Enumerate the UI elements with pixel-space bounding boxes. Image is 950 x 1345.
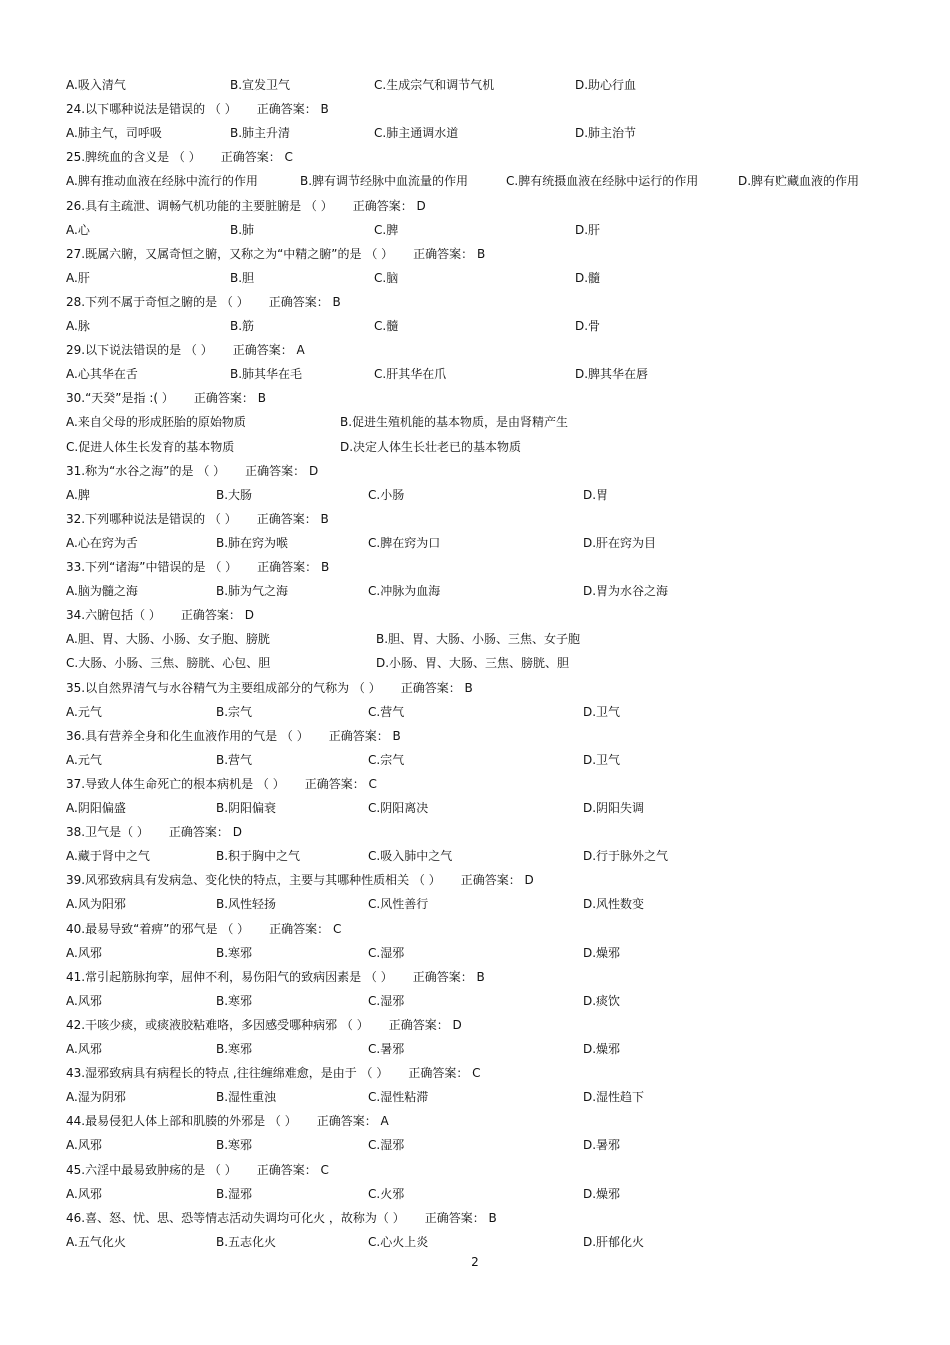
- option-b: B.风性轻扬: [216, 897, 277, 912]
- option-a: A.胆、胃、大肠、小肠、女子胞、膀胱: [66, 632, 270, 647]
- option-c: C.湿性粘滞: [368, 1090, 429, 1105]
- option-a: A.脾有推动血液在经脉中流行的作用: [66, 174, 258, 189]
- option-a: A.风邪: [66, 1042, 102, 1056]
- option-b: B.筋: [230, 319, 255, 333]
- option-b: B.五志化火: [216, 1234, 277, 1249]
- option-d: D.肝郁化火: [583, 1234, 645, 1249]
- option-a: A.风邪: [66, 1186, 102, 1201]
- option-b: D.决定人体生长壮老已的基本物质: [340, 439, 522, 454]
- page-number: 2: [471, 1255, 479, 1269]
- option-b: B.脾有调节经脉中血流量的作用: [300, 174, 469, 189]
- option-d: D.行于脉外之气: [583, 849, 669, 864]
- correct-answer: 正确答案： D: [180, 608, 254, 623]
- option-b: B.湿性重浊: [216, 1090, 277, 1105]
- correct-answer: 正确答案： B: [412, 969, 485, 984]
- option-d: D.助心行血: [575, 78, 637, 92]
- option-d: D.脾其华在唇: [575, 367, 649, 382]
- question-text: 36.具有营养全身和化生血液作用的气是 （ ）: [66, 728, 309, 743]
- option-b: B.寒邪: [216, 1042, 253, 1056]
- option-b: B.肺在窍为喉: [216, 535, 289, 550]
- option-c: C.暑邪: [368, 1042, 405, 1056]
- option-a: A.元气: [66, 704, 102, 719]
- option-a: C.促进人体生长发育的基本物质: [66, 439, 235, 454]
- correct-answer: 正确答案： D: [168, 825, 242, 840]
- option-b: B.积于胸中之气: [216, 849, 301, 864]
- option-a: A.五气化火: [66, 1234, 126, 1249]
- option-d: D.风性数变: [583, 897, 645, 912]
- option-b: B.大肠: [216, 487, 253, 502]
- option-d: D.阴阳失调: [583, 801, 645, 815]
- option-b: B.寒邪: [216, 945, 253, 960]
- correct-answer: 正确答案： B: [328, 728, 401, 743]
- correct-answer: 正确答案： D: [460, 873, 534, 888]
- question-text: 35.以自然界清气与水谷精气为主要组成部分的气称为 （ ）: [66, 680, 381, 695]
- question-text: 31.称为“水谷之海”的是 （ ）: [66, 463, 226, 478]
- correct-answer: 正确答案： C: [408, 1066, 481, 1081]
- option-a: A.藏于肾中之气: [66, 849, 150, 864]
- question-text: 30.“天癸”是指 :( ）: [66, 391, 174, 406]
- option-b: B.肺主升清: [230, 126, 291, 141]
- option-c: C.脾在窍为口: [368, 535, 441, 550]
- option-c: C.脾: [374, 222, 399, 237]
- option-c: C.火邪: [368, 1186, 405, 1201]
- option-d: D.肺主治节: [575, 126, 637, 141]
- option-b: B.寒邪: [216, 993, 253, 1008]
- correct-answer: 正确答案： B: [424, 1210, 497, 1225]
- correct-answer: 正确答案： D: [245, 463, 319, 478]
- option-d: D.骨: [575, 319, 601, 333]
- correct-answer: 正确答案： D: [388, 1017, 462, 1032]
- option-d: D.湿性趋下: [583, 1090, 645, 1105]
- option-c: C.小肠: [368, 487, 405, 502]
- option-b: B.胆、胃、大肠、小肠、三焦、女子胞: [376, 632, 581, 647]
- option-b: B.宣发卫气: [230, 78, 291, 92]
- question-text: 41.常引起筋脉拘挛，屈伸不利，易伤阳气的致病因素是 （ ）: [66, 969, 393, 984]
- option-b: B.胆: [230, 270, 255, 285]
- option-b: B.宗气: [216, 704, 253, 719]
- option-b: B.肺: [230, 222, 255, 237]
- option-b: D.小肠、胃、大肠、三焦、膀胱、胆: [376, 656, 570, 671]
- question-text: 45.六淫中最易致肿疡的是 （ ）: [66, 1162, 237, 1177]
- option-c: C.生成宗气和调节气机: [374, 78, 495, 92]
- correct-answer: 正确答案： B: [257, 560, 330, 574]
- option-d: D.痰饮: [583, 993, 621, 1008]
- option-a: A.心在窍为舌: [66, 535, 138, 550]
- option-a: A.来自父母的形成胚胎的原始物质: [66, 415, 246, 430]
- option-a: A.心其华在舌: [66, 367, 138, 382]
- question-text: 26.具有主疏泄、调畅气机功能的主要脏腑是 （ ）: [66, 198, 333, 213]
- option-a: A.肺主气，司呼吸: [66, 126, 162, 141]
- option-a: A.阴阳偏盛: [66, 801, 126, 815]
- option-c: C.肝其华在爪: [374, 367, 447, 382]
- option-a: A.脾: [66, 487, 90, 502]
- option-b: B.肺其华在毛: [230, 367, 303, 382]
- correct-answer: 正确答案： B: [400, 680, 473, 695]
- question-text: 28.下列不属于奇恒之腑的是 （ ）: [66, 294, 249, 309]
- question-text: 37.导致人体生命死亡的根本病机是 （ ）: [66, 776, 285, 791]
- option-d: D.胃为水谷之海: [583, 584, 669, 599]
- option-a: A.元气: [66, 752, 102, 767]
- question-text: 46.喜、怒、忧、思、恐等情志活动失调均可化火 ，故称为（ ）: [66, 1210, 405, 1225]
- correct-answer: 正确答案： C: [220, 150, 293, 165]
- option-a: A.肝: [66, 270, 90, 285]
- correct-answer: 正确答案： A: [232, 343, 305, 358]
- question-text: 34.六腑包括（ ）: [66, 608, 161, 623]
- correct-answer: 正确答案： D: [352, 198, 426, 213]
- correct-answer: 正确答案： B: [268, 294, 341, 309]
- option-d: D.胃: [583, 487, 609, 502]
- question-text: 40.最易导致“着痹”的邪气是 （ ）: [66, 921, 250, 936]
- option-b: B.阴阳偏衰: [216, 801, 277, 815]
- option-a: A.风为阳邪: [66, 897, 126, 912]
- option-a: A.湿为阴邪: [66, 1090, 126, 1105]
- option-a: A.吸入清气: [66, 78, 126, 92]
- correct-answer: 正确答案： B: [256, 511, 329, 526]
- correct-answer: 正确答案： C: [269, 921, 342, 936]
- option-d: D.肝在窍为目: [583, 535, 657, 550]
- option-b: B.营气: [216, 752, 253, 767]
- option-a: A.脉: [66, 319, 90, 333]
- option-d: D.燥邪: [583, 1042, 621, 1056]
- option-c: C.湿邪: [368, 945, 405, 960]
- option-c: C.营气: [368, 704, 405, 719]
- option-d: D.髓: [575, 270, 601, 285]
- question-text: 43.湿邪致病具有病程长的特点 ,往往缠绵难愈，是由于 （ ）: [66, 1066, 389, 1081]
- option-d: D.脾有贮藏血液的作用: [738, 174, 860, 189]
- question-text: 27.既属六腑，又属奇恒之腑，又称之为“中精之腑”的是 （ ）: [66, 246, 394, 261]
- question-text: 33.下列“诸海”中错误的是 （ ）: [66, 560, 238, 574]
- question-text: 42.干咳少痰，或痰液胶粘难咯，多因感受哪种病邪 （ ）: [66, 1017, 369, 1032]
- option-a: C.大肠、小肠、三焦、膀胱、心包、胆: [66, 656, 271, 671]
- option-d: D.燥邪: [583, 945, 621, 960]
- correct-answer: 正确答案： A: [316, 1114, 389, 1129]
- option-a: A.脑为髓之海: [66, 584, 138, 599]
- option-c: C.冲脉为血海: [368, 584, 441, 599]
- option-c: C.吸入肺中之气: [368, 849, 453, 864]
- option-a: A.风邪: [66, 993, 102, 1008]
- question-text: 24.以下哪种说法是错误的 （ ）: [66, 102, 237, 117]
- option-c: C.肺主通调水道: [374, 126, 459, 141]
- option-d: D.卫气: [583, 704, 621, 719]
- option-b: B.寒邪: [216, 1138, 253, 1153]
- option-c: C.阴阳离决: [368, 801, 429, 815]
- option-d: D.暑邪: [583, 1138, 621, 1153]
- option-c: C.脾有统摄血液在经脉中运行的作用: [506, 174, 699, 189]
- option-a: A.心: [66, 222, 90, 237]
- option-b: B.肺为气之海: [216, 584, 289, 599]
- option-c: C.脑: [374, 270, 399, 285]
- question-text: 32.下列哪种说法是错误的 （ ）: [66, 511, 237, 526]
- option-b: B.促进生殖机能的基本物质，是由肾精产生: [340, 415, 569, 430]
- question-text: 25.脾统血的含义是 （ ）: [66, 150, 201, 165]
- option-c: C.湿邪: [368, 993, 405, 1008]
- option-b: B.湿邪: [216, 1186, 253, 1201]
- option-a: A.风邪: [66, 945, 102, 960]
- question-text: 44.最易侵犯人体上部和肌腠的外邪是 （ ）: [66, 1114, 297, 1129]
- option-c: C.髓: [374, 319, 399, 333]
- option-d: D.燥邪: [583, 1186, 621, 1201]
- option-d: D.肝: [575, 222, 601, 237]
- option-c: C.心火上炎: [368, 1234, 429, 1249]
- question-text: 38.卫气是（ ）: [66, 825, 149, 840]
- correct-answer: 正确答案： C: [304, 776, 377, 791]
- question-text: 29.以下说法错误的是 （ ）: [66, 343, 213, 358]
- option-d: D.卫气: [583, 752, 621, 767]
- option-c: C.宗气: [368, 752, 405, 767]
- option-a: A.风邪: [66, 1138, 102, 1153]
- option-c: C.风性善行: [368, 897, 429, 912]
- question-text: 39.风邪致病具有发病急、变化快的特点，主要与其哪种性质相关 （ ）: [66, 873, 441, 888]
- correct-answer: 正确答案： C: [256, 1162, 329, 1177]
- option-c: C.湿邪: [368, 1138, 405, 1153]
- correct-answer: 正确答案： B: [413, 246, 486, 261]
- correct-answer: 正确答案： B: [256, 102, 329, 117]
- correct-answer: 正确答案： B: [193, 391, 266, 406]
